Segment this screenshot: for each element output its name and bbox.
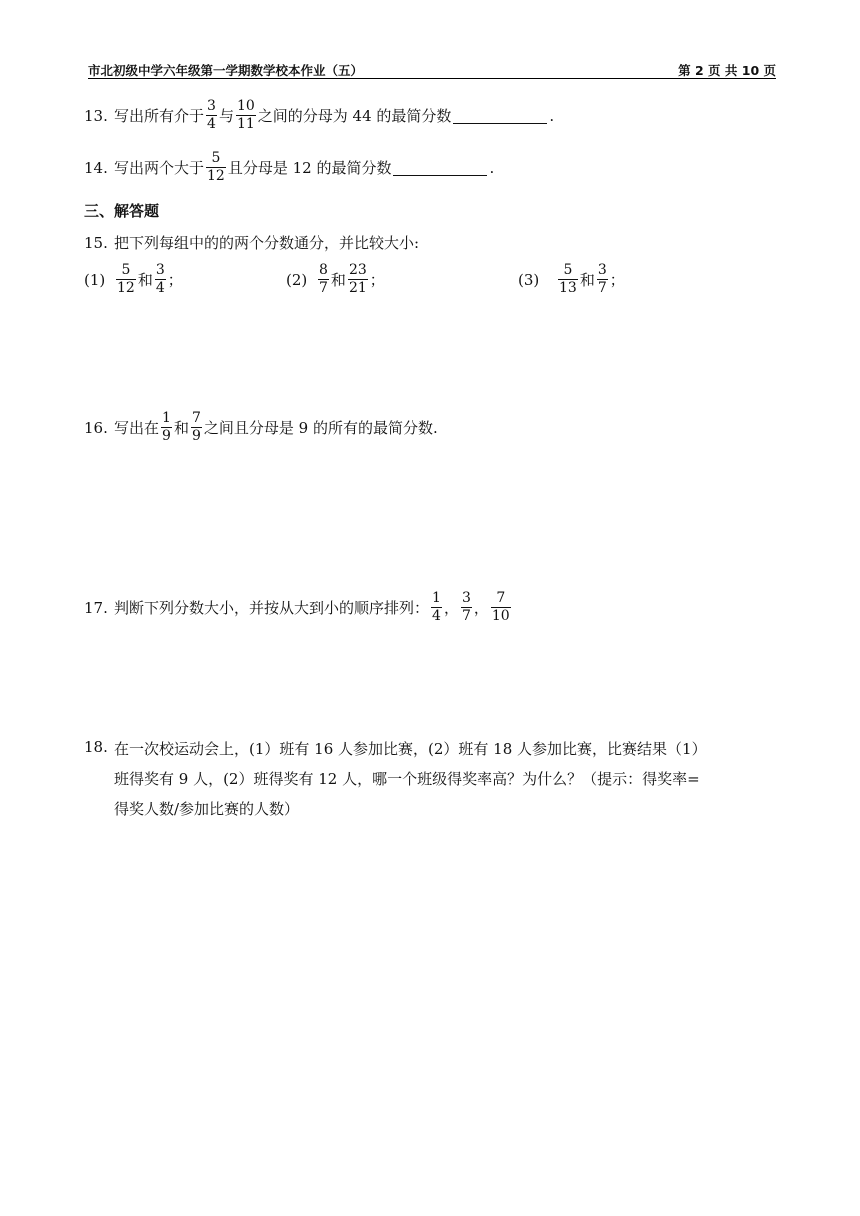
question-number: 15. xyxy=(84,233,108,252)
answer-blank[interactable] xyxy=(393,160,487,176)
fraction: $\frac{7}{9}$ xyxy=(191,410,201,444)
question-13: 13. 写出所有介于 $\frac{3}{4}$ 与 $\frac{10}{11}$ 之间的分母为 44 的最简分数 . xyxy=(84,98,555,132)
fraction: $\frac{3}{4}$ xyxy=(207,98,216,132)
fraction: $\frac{3}{4}$ xyxy=(155,262,165,296)
section-heading: 三、解答题 xyxy=(84,202,160,220)
question-18-number xyxy=(84,738,108,756)
header-page-number: 第 2 页 共 10 页 xyxy=(678,63,776,78)
header-title: 市北初级中学六年级第一学期数学校本作业（五） xyxy=(88,63,364,78)
fraction: $\frac{8}{7}$ xyxy=(319,262,328,296)
fraction: $\frac{3}{7}$ xyxy=(461,590,471,624)
answer-blank[interactable] xyxy=(453,108,547,124)
question-15: 15. 把下列每组中的的两个分数通分，并比较大小: xyxy=(84,233,420,252)
question-number: 16. xyxy=(84,418,108,437)
question-number: 18. xyxy=(84,738,108,756)
question-18: 在一次校运动会上，(1）班有 16 人参加比赛，(2）班有 18 人参加比赛，比赛结果（1） 班得奖有 9 人，(2）班得奖有 12 人，哪一个班级得奖率高？为什么？（提示：得奖率= 得奖人数/参加比赛的人数） xyxy=(114,740,707,818)
fraction: $\frac{5}{12}$ xyxy=(207,150,225,184)
question-16: 16. 写出在 $\frac{1}{9}$ 和 $\frac{7}{9}$ 之间且分母是 9 的所有的最简分数. xyxy=(84,410,438,444)
question-17: 17. 判断下列分数大小，并按从大到小的顺序排列： $\frac{1}{4}$ ， $\frac{3}{7}$ ， $\frac{7}{10}$ xyxy=(84,590,510,624)
page-header xyxy=(88,60,776,79)
question-number: 13. xyxy=(84,106,108,125)
fraction: $\frac{5}{12}$ xyxy=(117,262,135,296)
fraction: $\frac{5}{13}$ xyxy=(559,262,577,296)
fraction: $\frac{3}{7}$ xyxy=(597,262,607,296)
question-15-part-1: (1) $\frac{5}{12}$ 和 $\frac{3}{4}$ ； xyxy=(84,262,183,296)
question-number: 14. xyxy=(84,158,108,177)
question-number: 17. xyxy=(84,598,108,617)
fraction: $\frac{1}{4}$ xyxy=(432,590,441,624)
question-15-part-3: (3) $\frac{5}{13}$ 和 $\frac{3}{7}$ ； xyxy=(518,262,625,296)
fraction: $\frac{7}{10}$ xyxy=(491,590,510,624)
question-14: 14. 写出两个大于 $\frac{5}{12}$ 且分母是 12 的最简分数 . xyxy=(84,150,495,184)
question-15-part-2: (2) $\frac{8}{7}$ 和 $\frac{23}{21}$ ； xyxy=(286,262,385,296)
fraction: $\frac{23}{21}$ xyxy=(348,262,367,296)
fraction: $\frac{10}{11}$ xyxy=(236,98,255,132)
fraction: $\frac{1}{9}$ xyxy=(162,410,171,444)
